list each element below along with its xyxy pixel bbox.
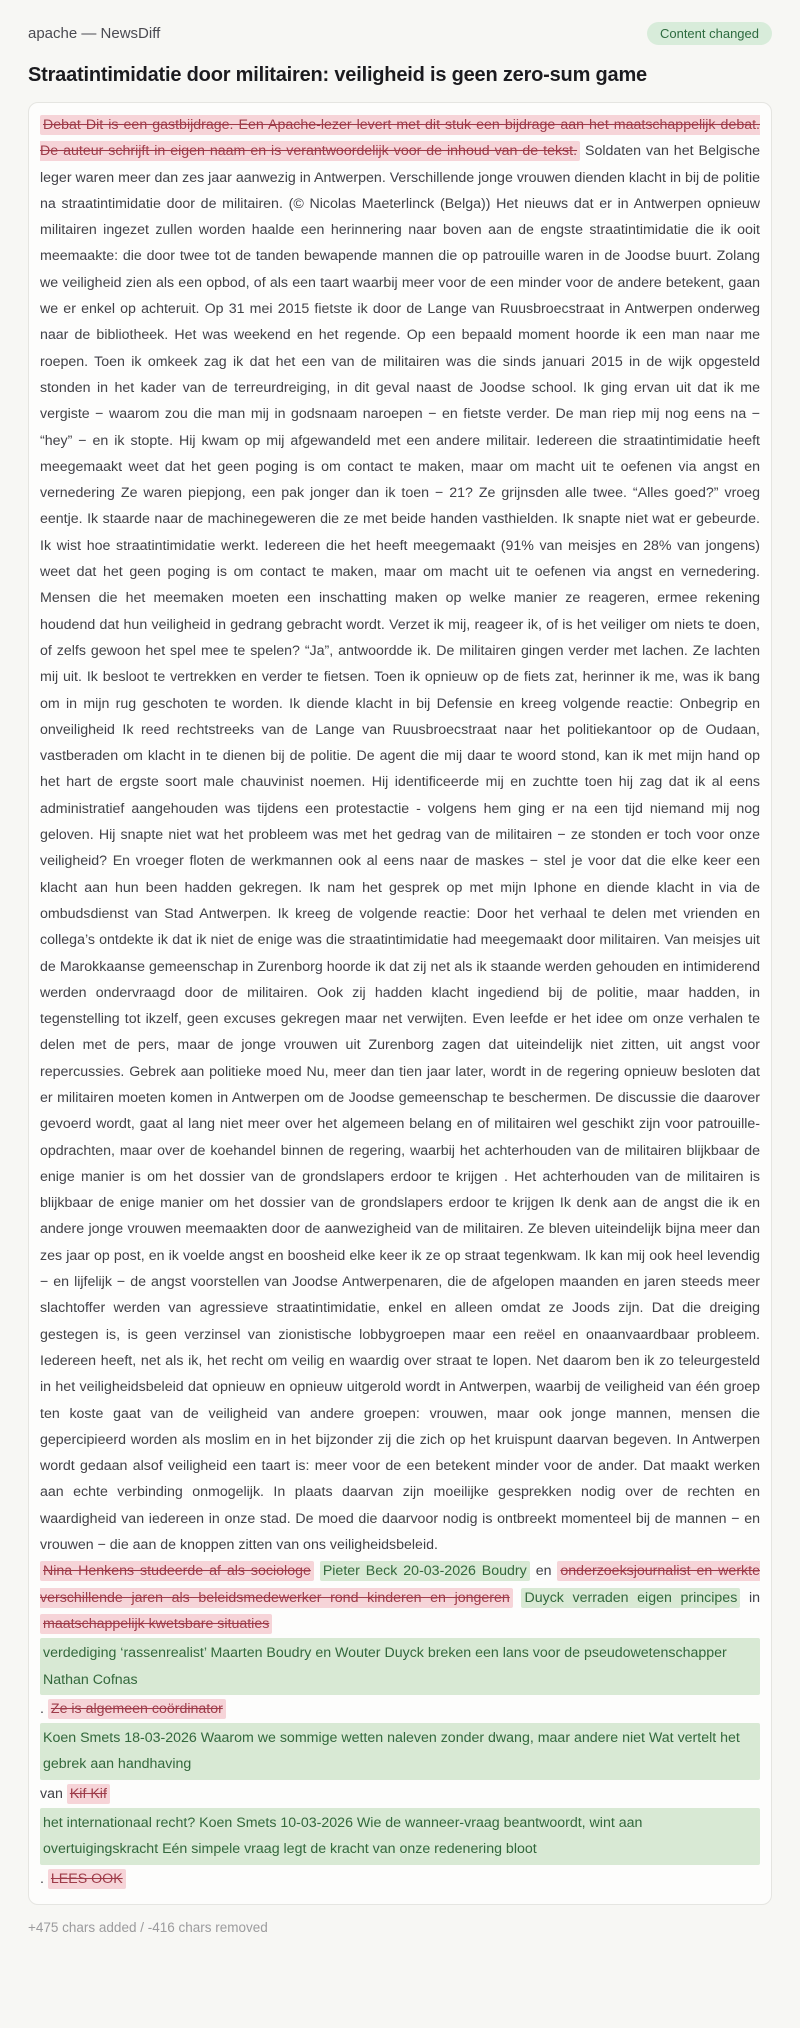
added-text: Pieter Beck 20-03-2026 Boudry [320,1561,530,1581]
unchanged-text: van [40,1785,63,1802]
diff-card [28,102,772,1905]
removed-text: Nina Henkens studeerde af als sociologe [40,1561,314,1581]
change-summary: +475 chars added / -416 chars removed [28,1919,268,1935]
unchanged-text: . [40,1700,44,1717]
removed-text: Kif Kif [67,1784,110,1804]
added-text: het internationaal recht? Koen Smets 10-03-2026 Wie de wanneer-vraag beantwoordt, wint aan overtuigingskracht Eén simpele vraag legt de kracht van onze redenering bloot [40,1808,760,1865]
unchanged-text: Soldaten van het Belgische leger waren meer dan zes jaar aanwezig in Antwerpen. Verschillende jonge vrouwen dienden klacht in bij de politie na straatintimidatie door de militairen. (© Nicolas Maeterlinck (Belga)) Het nieuws dat er in Antwerpen opnieuw militairen ingezet zullen worden haalde een herinnering naar boven aan de engste straatintimidatie die ik ooit meemaakte: die door twee tot de tanden bewapende mannen die op patrouille waren in de Joodse buurt. Zolang we veiligheid zien als een opbod, of als een taart waarbij meer voor de een minder voor de andere betekent, gaan we er enkel op achteruit. Op 31 mei 2015 fietste ik door de Lange van Ruusbroecstraat in Antwerpen onderweg naar de bibliotheek. Het was weekend en het regende. Op een bepaald moment hoorde ik een man naar me roepen. Toen ik omkeek zag ik dat het een van de militairen was die sinds januari 2015 in de wijk opgesteld stonden in het kader van de terreurdreiging, in dit geval naast de Joodse school. Ik ging ervan uit dat ik me vergiste − waarom zou die man mij in godsnaam naroepen − en fietste verder. De man riep mij nog eens na − “hey” − en ik stopte. Hij kwam op mij afgewandeld met een andere militair. Iedereen die straatintimidatie heeft meegemaakt weet dat het geen poging is om contact te maken, maar om macht uit te oefenen via angst en vernedering Ze waren piepjong, een pak jonger dan ik toen − 21? Ze grijnsden alle twee. “Alles goed?” vroeg eentje. Ik staarde naar de machinegeweren die ze met beide handen vasthielden. Ik snapte niet wat er gebeurde. Ik wist hoe straatintimidatie werkt. Iedereen die het heeft meegemaakt (91% van meisjes en 28% van jongens) weet dat het geen poging is om contact te maken, maar om macht uit te oefenen via angst en vernedering. Mensen die het meemaken moeten een inschatting maken op welke manier ze reageren, ermee rekening houdend dat hun veiligheid in gedrang gebracht wordt. Verzet ik mij, reageer ik, of is het veiliger om niets te doen, of zelfs gewoon het spel mee te spelen? “Ja”, antwoordde ik. De militairen gingen verder met lachen. Ze lachten mij uit. Ik besloot te vertrekken en verder te fietsen. Toen ik opnieuw op de fiets zat, herinner ik me, was ik bang om in mijn rug geschoten te worden. Ik diende klacht in bij Defensie en kreeg volgende reactie: Onbegrip en onveiligheid Ik reed rechtstreeks van de Lange van Ruusbroecstraat naar het politiekantoor op de Oudaan, vastberaden om klacht in te dienen bij de politie. De agent die mij daar te woord stond, kan ik met mijn hand op het hart de ergste soort male chauvinist noemen. Hij identificeerde mij en zuchtte toen hij zag dat ik al eens administratief aangehouden was tijdens een protestactie - volgens hem ging er na een tijd niemand mij nog geloven. Hij snapte niet wat het probleem was met het gedrag van de militairen − ze stonden er toch voor onze veiligheid? En vroeger floten de werkmannen ook al eens naar de maskes − stel je voor dat die elke keer een klacht aan hun been hadden gekregen. Ik nam het gesprek op met mijn Iphone en diende klacht in via de ombudsdienst van Stad Antwerpen. Ik kreeg de volgende reactie: Door het verhaal te delen met vrienden en collega’s ontdekte ik dat ik niet de enige was die straatintimidatie had meegemaakt door militairen. Van meisjes uit de Marokkaanse gemeenschap in Zurenborg hoorde ik dat zij net als ik staande werden gehouden en intimiderend werden ondervraagd door de militairen. Ook zij hadden klacht ingediend bij de politie, maar hadden, in tegenstelling tot ikzelf, geen excuses gekregen maar net verwijten. Even leefde er het idee om onze verhalen te delen met de pers, maar de jonge vrouwen uit Zurenborg zagen dat uiteindelijk niet zitten, uit angst voor repercussies. Gebrek aan politieke moed Nu, meer dan tien jaar later, wordt in de regering opnieuw besloten dat er militairen moeten komen in Antwerpen om de Joodse gemeenschap te beschermen. De discussie die daarover gevoerd wordt, gaat al lang niet meer over het algemeen belang en of militairen wel geschikt zijn voor patrouille-opdrachten, maar over de koehandel binnen de regering, waarbij het achterhouden van de militairen blijkbaar de enige manier is om het dossier van de grondslapers erdoor te krijgen . Het achterhouden van de militairen is blijkbaar de enige manier om het dossier van de grondslapers erdoor te krijgen Ik denk aan de angst die ik en andere jonge vrouwen meemaakten door de aanwezigheid van de militairen. Ze bleven uiteindelijk bijna meer dan zes jaar op post, en ik voelde angst en boosheid elke keer ik ze op straat tegenkwam. Ik kan mij ook heel levendig − en lijfelijk − de angst voorstellen van Joodse Antwerpenaren, die de afgelopen maanden en jaren steeds meer slachtoffer werden van agressieve straatintimidatie, enkel en alleen omdat ze Joods zijn. Dat die dreiging gestegen is, is geen verzinsel van zionistische lobbygroepen maar een reëel en onaanvaardbaar probleem. Iedereen heeft, net als ik, het recht om veilig en waardig over straat te lopen. Net daarom ben ik zo teleurgesteld in het veiligheidsbeleid dat opnieuw en opnieuw uitgerold wordt in Antwerpen, waarbij de veiligheid van één groep ten koste gaat van de veiligheid van andere groepen: vrouwen, maar ook jonge mannen, mensen die gepercipieerd worden als moslim en in het bijzonder zij die zich op het kruispunt daarvan begeven. In Antwerpen wordt gedaan alsof veiligheid een taart is: meer voor de een betekent minder voor de ander. Dat maakt werken aan echte verbinding onmogelijk. In plaats daarvan zijn moeilijke gesprekken nodig over de rechten en waardigheid van iedereen in onze stad. De moed die daarvoor nodig is ontbreekt momenteel bij de mannen − en vrouwen − die aan de knoppen zitten van ons veiligheidsbeleid. [40,143,760,1554]
added-text: Duyck verraden eigen principes [521,1588,740,1608]
page-header [28,20,772,46]
removed-text: LEES OOK [48,1869,126,1889]
article-title: Straatintimidatie door militairen: veiligheid is geen zero-sum game [28,64,647,86]
added-text: verdediging ‘rassenrealist’ Maarten Boudry en Wouter Duyck breken een lans voor de pseudowetenschapper Nathan Cofnas [40,1638,760,1695]
unchanged-text: en [535,1563,552,1580]
app-title: apache — NewsDiff [28,24,161,42]
status-badge: Content changed [647,22,772,45]
diff-tail [40,1558,760,1892]
added-text: Koen Smets 18-03-2026 Waarom we sommige wetten naleven zonder dwang, maar andere niet Wat vertelt het gebrek aan handhaving [40,1723,760,1780]
unchanged-text: . [40,1870,44,1887]
removed-text: onderzoeksjournalist en werkte verschillende jaren als beleidsmedewerker rond kinderen en jongeren [40,1563,760,1606]
removed-text: maatschappelijk kwetsbare situaties [40,1614,272,1634]
diff-paragraph [40,112,760,1558]
unchanged-text: in [748,1589,760,1606]
removed-text: Debat Dit is een gastbijdrage. Een Apache-lezer levert met dit stuk een bijdrage aan het maatschappelijk debat. De auteur schrijft in eigen naam en is verantwoordelijk voor de inhoud van de tekst. [40,117,760,160]
removed-text: Ze is algemeen coördinator [48,1699,226,1719]
